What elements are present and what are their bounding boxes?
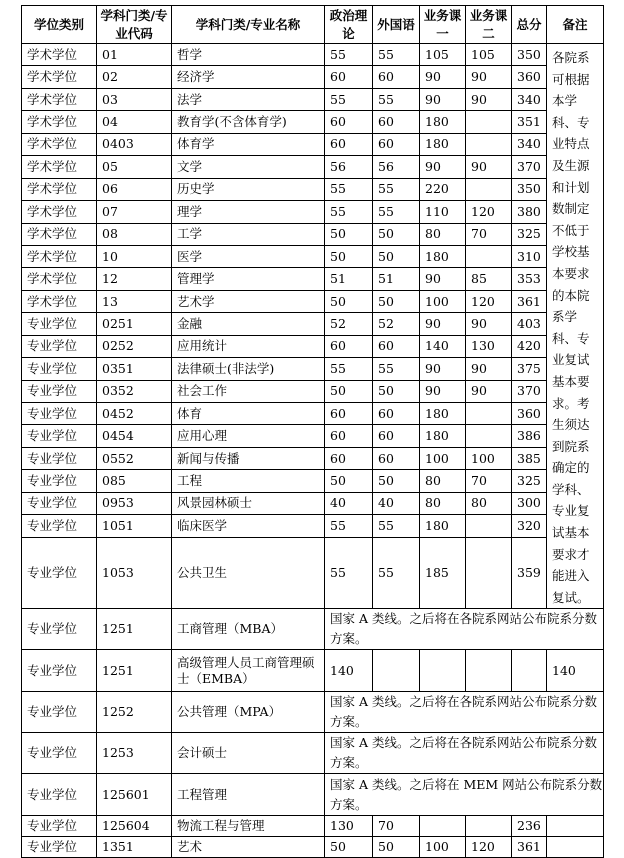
- code-cell: 1251: [97, 609, 172, 650]
- course1-cell: 80: [420, 470, 466, 492]
- code-cell: 1053: [97, 537, 172, 609]
- code-cell: 1253: [97, 733, 172, 774]
- code-cell: 1051: [97, 515, 172, 537]
- course1-cell: [420, 816, 466, 837]
- major-name-cell: 应用统计: [172, 335, 325, 357]
- code-cell: 10: [97, 245, 172, 267]
- major-name-cell: 社会工作: [172, 380, 325, 402]
- politics-cell: 50: [325, 245, 373, 267]
- table-row: [22, 447, 604, 469]
- code-cell: 13: [97, 290, 172, 312]
- header-course2: 业务课二: [466, 6, 512, 44]
- course2-cell: [466, 245, 512, 267]
- foreign-cell: 50: [373, 290, 420, 312]
- degree-type-cell: 专业学位: [22, 650, 97, 692]
- degree-type-cell: 学术学位: [22, 66, 97, 88]
- degree-type-cell: 专业学位: [22, 470, 97, 492]
- total-cell: 300: [512, 492, 547, 514]
- table-row: [22, 88, 604, 110]
- code-cell: 12: [97, 268, 172, 290]
- table-row: [22, 268, 604, 290]
- total-cell: 361: [512, 290, 547, 312]
- major-name-cell: 管理学: [172, 268, 325, 290]
- politics-cell: 50: [325, 223, 373, 245]
- table-row: [22, 425, 604, 447]
- politics-cell: 60: [325, 133, 373, 155]
- major-name-cell: 公共管理（MPA）: [172, 692, 325, 733]
- table-row: [22, 111, 604, 133]
- note-cell: 各院系可根据本学科、专业特点及生源和计划数制定不低于学校基本要求的本院系学科、专业复试基本要求。考生须达到院系确定的学科、专业复试基本要求才能进入复试。: [547, 44, 604, 609]
- degree-type-cell: 学术学位: [22, 245, 97, 267]
- major-name-cell: 经济学: [172, 66, 325, 88]
- code-cell: 0953: [97, 492, 172, 514]
- politics-cell: 60: [325, 447, 373, 469]
- degree-type-cell: 学术学位: [22, 44, 97, 66]
- degree-type-cell: 专业学位: [22, 837, 97, 858]
- major-name-cell: 法学: [172, 88, 325, 110]
- foreign-cell: 50: [373, 245, 420, 267]
- course2-cell: 130: [466, 335, 512, 357]
- total-cell: 325: [512, 470, 547, 492]
- cutoff-note-cell: 国家 A 类线。之后将在各院系网站公布院系分数方案。: [325, 692, 604, 733]
- code-cell: 085: [97, 470, 172, 492]
- course2-cell: [466, 133, 512, 155]
- table-row: [22, 492, 604, 514]
- course1-cell: 100: [420, 837, 466, 858]
- politics-cell: 130: [325, 816, 373, 837]
- total-cell: 340: [512, 133, 547, 155]
- major-name-cell: 物流工程与管理: [172, 816, 325, 837]
- degree-type-cell: 专业学位: [22, 403, 97, 425]
- degree-type-cell: 专业学位: [22, 335, 97, 357]
- degree-type-cell: 专业学位: [22, 447, 97, 469]
- degree-type-cell: 专业学位: [22, 380, 97, 402]
- politics-cell: 55: [325, 515, 373, 537]
- politics-cell: 50: [325, 290, 373, 312]
- code-cell: 07: [97, 201, 172, 223]
- foreign-cell: 60: [373, 111, 420, 133]
- code-cell: 1351: [97, 837, 172, 858]
- table-row: [22, 837, 604, 858]
- code-cell: 06: [97, 178, 172, 200]
- course1-cell: 110: [420, 201, 466, 223]
- major-name-cell: 文学: [172, 156, 325, 178]
- table-row: [22, 66, 604, 88]
- foreign-cell: 60: [373, 335, 420, 357]
- course1-cell: 90: [420, 156, 466, 178]
- foreign-cell: 60: [373, 447, 420, 469]
- total-cell: 380: [512, 201, 547, 223]
- politics-cell: 60: [325, 425, 373, 447]
- header-politics: 政治理论: [325, 6, 373, 44]
- course2-cell: [466, 178, 512, 200]
- course2-cell: 90: [466, 88, 512, 110]
- course1-cell: 90: [420, 380, 466, 402]
- major-name-cell: 公共卫生: [172, 537, 325, 609]
- course1-cell: 80: [420, 223, 466, 245]
- table-row: [22, 223, 604, 245]
- degree-type-cell: 专业学位: [22, 425, 97, 447]
- degree-type-cell: 学术学位: [22, 290, 97, 312]
- table-row: [22, 515, 604, 537]
- politics-cell: 55: [325, 537, 373, 609]
- cutoff-note-cell: 国家 A 类线。之后将在各院系网站公布院系分数方案。: [325, 609, 604, 650]
- foreign-cell: 56: [373, 156, 420, 178]
- major-name-cell: 体育: [172, 403, 325, 425]
- politics-cell: 50: [325, 470, 373, 492]
- header-row: [22, 6, 604, 44]
- header-code: 学科门类/专业代码: [97, 6, 172, 44]
- foreign-cell: 60: [373, 425, 420, 447]
- total-cell: 350: [512, 44, 547, 66]
- table-row: [22, 133, 604, 155]
- table-row: [22, 470, 604, 492]
- score-table: [21, 5, 604, 858]
- major-name-cell: 理学: [172, 201, 325, 223]
- code-cell: 01: [97, 44, 172, 66]
- header-degree-type: 学位类别: [22, 6, 97, 44]
- degree-type-cell: 学术学位: [22, 156, 97, 178]
- degree-type-cell: 专业学位: [22, 733, 97, 774]
- foreign-cell: 40: [373, 492, 420, 514]
- politics-cell: 55: [325, 358, 373, 380]
- foreign-cell: 52: [373, 313, 420, 335]
- total-cell: 370: [512, 156, 547, 178]
- course2-cell: 90: [466, 380, 512, 402]
- foreign-cell: 50: [373, 470, 420, 492]
- course1-cell: 180: [420, 515, 466, 537]
- course1-cell: 180: [420, 133, 466, 155]
- code-cell: 02: [97, 66, 172, 88]
- foreign-cell: 55: [373, 515, 420, 537]
- code-cell: 0403: [97, 133, 172, 155]
- major-name-cell: 法律硕士(非法学): [172, 358, 325, 380]
- degree-type-cell: 学术学位: [22, 88, 97, 110]
- major-name-cell: 应用心理: [172, 425, 325, 447]
- politics-cell: 56: [325, 156, 373, 178]
- code-cell: 08: [97, 223, 172, 245]
- course2-cell: [466, 537, 512, 609]
- total-cell: 403: [512, 313, 547, 335]
- course2-cell: 90: [466, 313, 512, 335]
- foreign-cell: 60: [373, 133, 420, 155]
- table-row: [22, 156, 604, 178]
- degree-type-cell: 专业学位: [22, 492, 97, 514]
- foreign-cell: 55: [373, 178, 420, 200]
- politics-cell: 60: [325, 111, 373, 133]
- code-cell: 0251: [97, 313, 172, 335]
- header-note: 备注: [547, 6, 604, 44]
- code-cell: 0252: [97, 335, 172, 357]
- foreign-cell: 50: [373, 223, 420, 245]
- major-name-cell: 临床医学: [172, 515, 325, 537]
- degree-type-cell: 学术学位: [22, 111, 97, 133]
- code-cell: 125604: [97, 816, 172, 837]
- table-row: [22, 692, 604, 733]
- foreign-cell: 55: [373, 358, 420, 380]
- major-name-cell: 艺术学: [172, 290, 325, 312]
- politics-cell: 52: [325, 313, 373, 335]
- course1-cell: 90: [420, 268, 466, 290]
- table-row: [22, 245, 604, 267]
- table-row: [22, 178, 604, 200]
- major-name-cell: 教育学(不含体育学): [172, 111, 325, 133]
- table-row: [22, 358, 604, 380]
- politics-cell: 51: [325, 268, 373, 290]
- politics-cell: 50: [325, 837, 373, 858]
- degree-type-cell: 专业学位: [22, 313, 97, 335]
- major-name-cell: 历史学: [172, 178, 325, 200]
- course2-cell: [466, 425, 512, 447]
- course2-cell: 120: [466, 837, 512, 858]
- total-cell: 320: [512, 515, 547, 537]
- course2-cell: [466, 650, 512, 692]
- cutoff-note-cell: 国家 A 类线。之后将在各院系网站公布院系分数方案。: [325, 733, 604, 774]
- table-row: [22, 44, 604, 66]
- code-cell: 1251: [97, 650, 172, 692]
- course1-cell: 140: [420, 335, 466, 357]
- major-name-cell: 高级管理人员工商管理硕士（EMBA）: [172, 650, 325, 692]
- foreign-cell: 55: [373, 537, 420, 609]
- course2-cell: 120: [466, 201, 512, 223]
- course1-cell: [420, 650, 466, 692]
- code-cell: 0452: [97, 403, 172, 425]
- degree-type-cell: 专业学位: [22, 515, 97, 537]
- foreign-cell: 55: [373, 44, 420, 66]
- course1-cell: 180: [420, 403, 466, 425]
- politics-cell: 55: [325, 201, 373, 223]
- politics-cell: 140: [325, 650, 373, 692]
- foreign-cell: 60: [373, 66, 420, 88]
- major-name-cell: 医学: [172, 245, 325, 267]
- course2-cell: 70: [466, 223, 512, 245]
- total-cell: 420: [512, 335, 547, 357]
- major-name-cell: 新闻与传播: [172, 447, 325, 469]
- degree-type-cell: 学术学位: [22, 201, 97, 223]
- foreign-cell: 51: [373, 268, 420, 290]
- code-cell: 05: [97, 156, 172, 178]
- header-total: 总分: [512, 6, 547, 44]
- header-course1: 业务课一: [420, 6, 466, 44]
- major-name-cell: 艺术: [172, 837, 325, 858]
- table-row: [22, 380, 604, 402]
- course1-cell: 90: [420, 66, 466, 88]
- table-row: [22, 335, 604, 357]
- politics-cell: 60: [325, 403, 373, 425]
- code-cell: 125601: [97, 774, 172, 816]
- degree-type-cell: 专业学位: [22, 692, 97, 733]
- table-row: [22, 537, 604, 609]
- code-cell: 0351: [97, 358, 172, 380]
- total-cell: 351: [512, 111, 547, 133]
- total-cell: 375: [512, 358, 547, 380]
- course2-cell: 90: [466, 156, 512, 178]
- code-cell: 04: [97, 111, 172, 133]
- code-cell: 0352: [97, 380, 172, 402]
- note-cell: [547, 816, 604, 837]
- degree-type-cell: 学术学位: [22, 178, 97, 200]
- total-cell: 353: [512, 268, 547, 290]
- course1-cell: 100: [420, 290, 466, 312]
- total-cell: 310: [512, 245, 547, 267]
- table-row: [22, 650, 604, 692]
- course1-cell: 180: [420, 425, 466, 447]
- course2-cell: [466, 816, 512, 837]
- foreign-cell: [373, 650, 420, 692]
- major-name-cell: 风景园林硕士: [172, 492, 325, 514]
- course2-extra-cell: [512, 650, 547, 692]
- politics-cell: 55: [325, 88, 373, 110]
- major-name-cell: 工商管理（MBA）: [172, 609, 325, 650]
- total-cell: 350: [512, 178, 547, 200]
- politics-cell: 55: [325, 178, 373, 200]
- course2-cell: 100: [466, 447, 512, 469]
- major-name-cell: 会计硕士: [172, 733, 325, 774]
- course2-cell: [466, 515, 512, 537]
- total-cell: 359: [512, 537, 547, 609]
- degree-type-cell: 专业学位: [22, 358, 97, 380]
- table-row: [22, 313, 604, 335]
- note-cell: [547, 837, 604, 858]
- politics-cell: 60: [325, 335, 373, 357]
- code-cell: 0454: [97, 425, 172, 447]
- degree-type-cell: 专业学位: [22, 816, 97, 837]
- politics-cell: 60: [325, 66, 373, 88]
- total-cell: 360: [512, 403, 547, 425]
- degree-type-cell: 学术学位: [22, 223, 97, 245]
- degree-type-cell: 专业学位: [22, 537, 97, 609]
- table-row: [22, 403, 604, 425]
- course1-cell: 180: [420, 111, 466, 133]
- course2-cell: 120: [466, 290, 512, 312]
- foreign-cell: 50: [373, 380, 420, 402]
- course1-cell: 105: [420, 44, 466, 66]
- degree-type-cell: 专业学位: [22, 609, 97, 650]
- course2-cell: 105: [466, 44, 512, 66]
- course2-cell: 80: [466, 492, 512, 514]
- course2-cell: 70: [466, 470, 512, 492]
- politics-cell: 40: [325, 492, 373, 514]
- degree-type-cell: 学术学位: [22, 268, 97, 290]
- header-foreign: 外国语: [373, 6, 420, 44]
- course2-cell: 90: [466, 358, 512, 380]
- table-row: [22, 290, 604, 312]
- major-name-cell: 金融: [172, 313, 325, 335]
- major-name-cell: 体育学: [172, 133, 325, 155]
- foreign-cell: 50: [373, 837, 420, 858]
- politics-cell: 55: [325, 44, 373, 66]
- major-name-cell: 工学: [172, 223, 325, 245]
- course1-cell: 90: [420, 313, 466, 335]
- course1-cell: 100: [420, 447, 466, 469]
- total-cell: 360: [512, 66, 547, 88]
- table-row: [22, 733, 604, 774]
- table-row: [22, 201, 604, 223]
- foreign-cell: 70: [373, 816, 420, 837]
- foreign-cell: 55: [373, 88, 420, 110]
- course2-cell: [466, 403, 512, 425]
- code-cell: 1252: [97, 692, 172, 733]
- major-name-cell: 工程: [172, 470, 325, 492]
- course2-cell: 90: [466, 66, 512, 88]
- total-cell: 385: [512, 447, 547, 469]
- course1-cell: 80: [420, 492, 466, 514]
- table-row: [22, 774, 604, 816]
- total-cell: 340: [512, 88, 547, 110]
- course2-cell: [466, 111, 512, 133]
- total-cell: 236: [512, 816, 547, 837]
- course1-cell: 185: [420, 537, 466, 609]
- code-cell: 0552: [97, 447, 172, 469]
- header-name: 学科门类/专业名称: [172, 6, 325, 44]
- politics-cell: 50: [325, 380, 373, 402]
- major-name-cell: 哲学: [172, 44, 325, 66]
- total-cell: 325: [512, 223, 547, 245]
- degree-type-cell: 学术学位: [22, 133, 97, 155]
- cutoff-note-cell: 国家 A 类线。之后将在 MEM 网站公布院系分数方案。: [325, 774, 604, 816]
- foreign-cell: 60: [373, 403, 420, 425]
- code-cell: 03: [97, 88, 172, 110]
- course1-cell: 220: [420, 178, 466, 200]
- table-row: [22, 816, 604, 837]
- foreign-cell: 55: [373, 201, 420, 223]
- total-cell: 361: [512, 837, 547, 858]
- course1-cell: 90: [420, 358, 466, 380]
- table-row: [22, 609, 604, 650]
- course2-cell: 85: [466, 268, 512, 290]
- course1-cell: 90: [420, 88, 466, 110]
- total-cell: 386: [512, 425, 547, 447]
- course1-cell: 180: [420, 245, 466, 267]
- degree-type-cell: 专业学位: [22, 774, 97, 816]
- total-cell: 370: [512, 380, 547, 402]
- major-name-cell: 工程管理: [172, 774, 325, 816]
- total-cell: 140: [547, 650, 604, 692]
